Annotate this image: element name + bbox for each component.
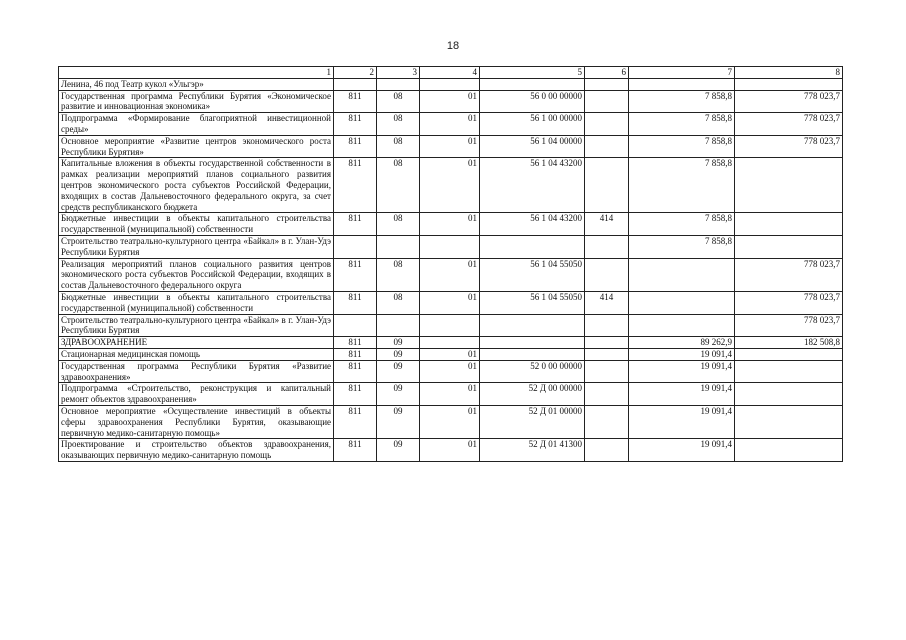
column-number: 7 (629, 67, 735, 79)
table-row (59, 337, 843, 349)
row-name: Строительство театрально-культурного центра «Байкал» в г. Улан-Удэ Республики Бурятия (59, 235, 334, 258)
column-number: 1 (59, 67, 334, 79)
subsection-code (420, 235, 480, 258)
column-number: 4 (420, 67, 480, 79)
column-number: 2 (334, 67, 377, 79)
admin-code (334, 235, 377, 258)
column-number: 5 (480, 67, 585, 79)
amount-year-2 (735, 360, 843, 383)
amount-year-1: 7 858,8 (629, 213, 735, 236)
expense-type-code (585, 113, 629, 136)
subsection-code: 01 (420, 90, 480, 113)
admin-code: 811 (334, 405, 377, 438)
section-code: 09 (377, 360, 420, 383)
amount-year-2 (735, 348, 843, 360)
section-code: 09 (377, 337, 420, 349)
amount-year-2: 778 023,7 (735, 314, 843, 337)
table-row (59, 314, 843, 337)
section-code: 08 (377, 135, 420, 158)
row-name: Стационарная медицинская помощь (59, 348, 334, 360)
table-row (59, 158, 843, 213)
row-name: Реализация мероприятий планов социального развития центров экономического роста субъектов Российской Федерации, входящих в состав Дальневосточного федерального округа (59, 258, 334, 291)
amount-year-1 (629, 258, 735, 291)
target-article-code (480, 78, 585, 90)
section-code: 08 (377, 158, 420, 213)
row-name: Капитальные вложения в объекты государственной собственности в рамках реализации мероприятий планов социального развития центров экономического роста субъектов Российской Федерации, входящих в состав Дальневосточного федерального округа, за счет средств республиканского бюджета (59, 158, 334, 213)
section-code: 09 (377, 383, 420, 406)
subsection-code: 01 (420, 135, 480, 158)
amount-year-1: 7 858,8 (629, 135, 735, 158)
amount-year-1: 7 858,8 (629, 113, 735, 136)
section-code (377, 235, 420, 258)
subsection-code: 01 (420, 360, 480, 383)
amount-year-1: 19 091,4 (629, 383, 735, 406)
column-number-row (59, 67, 843, 79)
admin-code: 811 (334, 213, 377, 236)
row-name: Бюджетные инвестиции в объекты капитального строительства государственной (муниципальной) собственности (59, 213, 334, 236)
admin-code: 811 (334, 158, 377, 213)
target-article-code: 52 Д 00 00000 (480, 383, 585, 406)
expense-type-code (585, 135, 629, 158)
table-row (59, 439, 843, 462)
row-name: Государственная программа Республики Бурятия «Экономическое развитие и инновационная экономика» (59, 90, 334, 113)
table-row (59, 383, 843, 406)
amount-year-2 (735, 78, 843, 90)
subsection-code: 01 (420, 383, 480, 406)
expense-type-code (585, 258, 629, 291)
subsection-code: 01 (420, 113, 480, 136)
amount-year-1: 19 091,4 (629, 348, 735, 360)
expense-type-code (585, 314, 629, 337)
target-article-code (480, 337, 585, 349)
expense-type-code: 414 (585, 291, 629, 314)
admin-code: 811 (334, 113, 377, 136)
table-row (59, 291, 843, 314)
table-row (59, 405, 843, 438)
column-number: 8 (735, 67, 843, 79)
row-name: ЗДРАВООХРАНЕНИЕ (59, 337, 334, 349)
admin-code: 811 (334, 135, 377, 158)
amount-year-1: 19 091,4 (629, 360, 735, 383)
section-code (377, 314, 420, 337)
subsection-code (420, 337, 480, 349)
admin-code (334, 314, 377, 337)
expense-type-code (585, 337, 629, 349)
amount-year-2 (735, 158, 843, 213)
amount-year-1 (629, 314, 735, 337)
expense-type-code (585, 158, 629, 213)
amount-year-2 (735, 405, 843, 438)
table-row (59, 135, 843, 158)
row-name: Основное мероприятие «Осуществление инвестиций в объекты сферы здравоохранения Республики Бурятия, оказывающие первичную медико-санитарную помощь» (59, 405, 334, 438)
row-name: Проектирование и строительство объектов здравоохранения, оказывающих первичную медико-санитарную помощь (59, 439, 334, 462)
admin-code: 811 (334, 348, 377, 360)
expense-type-code (585, 405, 629, 438)
subsection-code: 01 (420, 348, 480, 360)
expense-type-code (585, 383, 629, 406)
column-number: 3 (377, 67, 420, 79)
admin-code (334, 78, 377, 90)
admin-code: 811 (334, 337, 377, 349)
section-code (377, 78, 420, 90)
amount-year-2 (735, 383, 843, 406)
subsection-code: 01 (420, 213, 480, 236)
target-article-code: 56 1 04 00000 (480, 135, 585, 158)
table-row (59, 235, 843, 258)
target-article-code (480, 235, 585, 258)
target-article-code: 56 1 00 00000 (480, 113, 585, 136)
target-article-code: 56 1 04 43200 (480, 158, 585, 213)
table-row (59, 90, 843, 113)
amount-year-2 (735, 235, 843, 258)
section-code: 08 (377, 258, 420, 291)
amount-year-1: 7 858,8 (629, 90, 735, 113)
expense-type-code (585, 439, 629, 462)
amount-year-1 (629, 78, 735, 90)
subsection-code: 01 (420, 439, 480, 462)
subsection-code (420, 78, 480, 90)
row-name: Государственная программа Республики Бурятия «Развитие здравоохранения» (59, 360, 334, 383)
amount-year-2: 778 023,7 (735, 90, 843, 113)
budget-table (58, 66, 843, 462)
row-name: Основное мероприятие «Развитие центров экономического роста Республики Бурятия» (59, 135, 334, 158)
target-article-code: 52 Д 01 41300 (480, 439, 585, 462)
amount-year-2: 182 508,8 (735, 337, 843, 349)
expense-type-code (585, 348, 629, 360)
table-row (59, 258, 843, 291)
table-row (59, 348, 843, 360)
amount-year-1: 7 858,8 (629, 158, 735, 213)
amount-year-2 (735, 439, 843, 462)
row-name: Подпрограмма «Строительство, реконструкция и капитальный ремонт объектов здравоохранения» (59, 383, 334, 406)
section-code: 09 (377, 348, 420, 360)
section-code: 08 (377, 113, 420, 136)
amount-year-2: 778 023,7 (735, 258, 843, 291)
amount-year-1: 19 091,4 (629, 439, 735, 462)
target-article-code: 52 Д 01 00000 (480, 405, 585, 438)
target-article-code: 56 1 04 55050 (480, 291, 585, 314)
target-article-code (480, 314, 585, 337)
admin-code: 811 (334, 383, 377, 406)
expense-type-code (585, 90, 629, 113)
target-article-code: 56 1 04 43200 (480, 213, 585, 236)
admin-code: 811 (334, 258, 377, 291)
amount-year-1: 89 262,9 (629, 337, 735, 349)
row-name: Подпрограмма «Формирование благоприятной инвестиционной среды» (59, 113, 334, 136)
subsection-code: 01 (420, 291, 480, 314)
admin-code: 811 (334, 439, 377, 462)
amount-year-2 (735, 213, 843, 236)
row-name: Строительство театрально-культурного центра «Байкал» в г. Улан-Удэ Республики Бурятия (59, 314, 334, 337)
amount-year-2: 778 023,7 (735, 135, 843, 158)
subsection-code: 01 (420, 158, 480, 213)
table-body (59, 67, 843, 462)
section-code: 09 (377, 405, 420, 438)
table-row (59, 213, 843, 236)
amount-year-2: 778 023,7 (735, 113, 843, 136)
amount-year-1 (629, 291, 735, 314)
section-code: 08 (377, 213, 420, 236)
column-number: 6 (585, 67, 629, 79)
target-article-code: 56 1 04 55050 (480, 258, 585, 291)
section-code: 09 (377, 439, 420, 462)
table-row (59, 113, 843, 136)
table-row (59, 78, 843, 90)
row-name: Бюджетные инвестиции в объекты капитального строительства государственной (муниципальной) собственности (59, 291, 334, 314)
target-article-code (480, 348, 585, 360)
row-name: Ленина, 46 под Театр кукол «Ульгэр» (59, 78, 334, 90)
expense-type-code (585, 78, 629, 90)
amount-year-2: 778 023,7 (735, 291, 843, 314)
expense-type-code: 414 (585, 213, 629, 236)
target-article-code: 52 0 00 00000 (480, 360, 585, 383)
subsection-code: 01 (420, 405, 480, 438)
subsection-code: 01 (420, 258, 480, 291)
table-row (59, 360, 843, 383)
expense-type-code (585, 360, 629, 383)
expense-type-code (585, 235, 629, 258)
amount-year-1: 7 858,8 (629, 235, 735, 258)
amount-year-1: 19 091,4 (629, 405, 735, 438)
section-code: 08 (377, 90, 420, 113)
page-number: 18 (446, 40, 460, 52)
admin-code: 811 (334, 291, 377, 314)
subsection-code (420, 314, 480, 337)
admin-code: 811 (334, 90, 377, 113)
admin-code: 811 (334, 360, 377, 383)
target-article-code: 56 0 00 00000 (480, 90, 585, 113)
section-code: 08 (377, 291, 420, 314)
